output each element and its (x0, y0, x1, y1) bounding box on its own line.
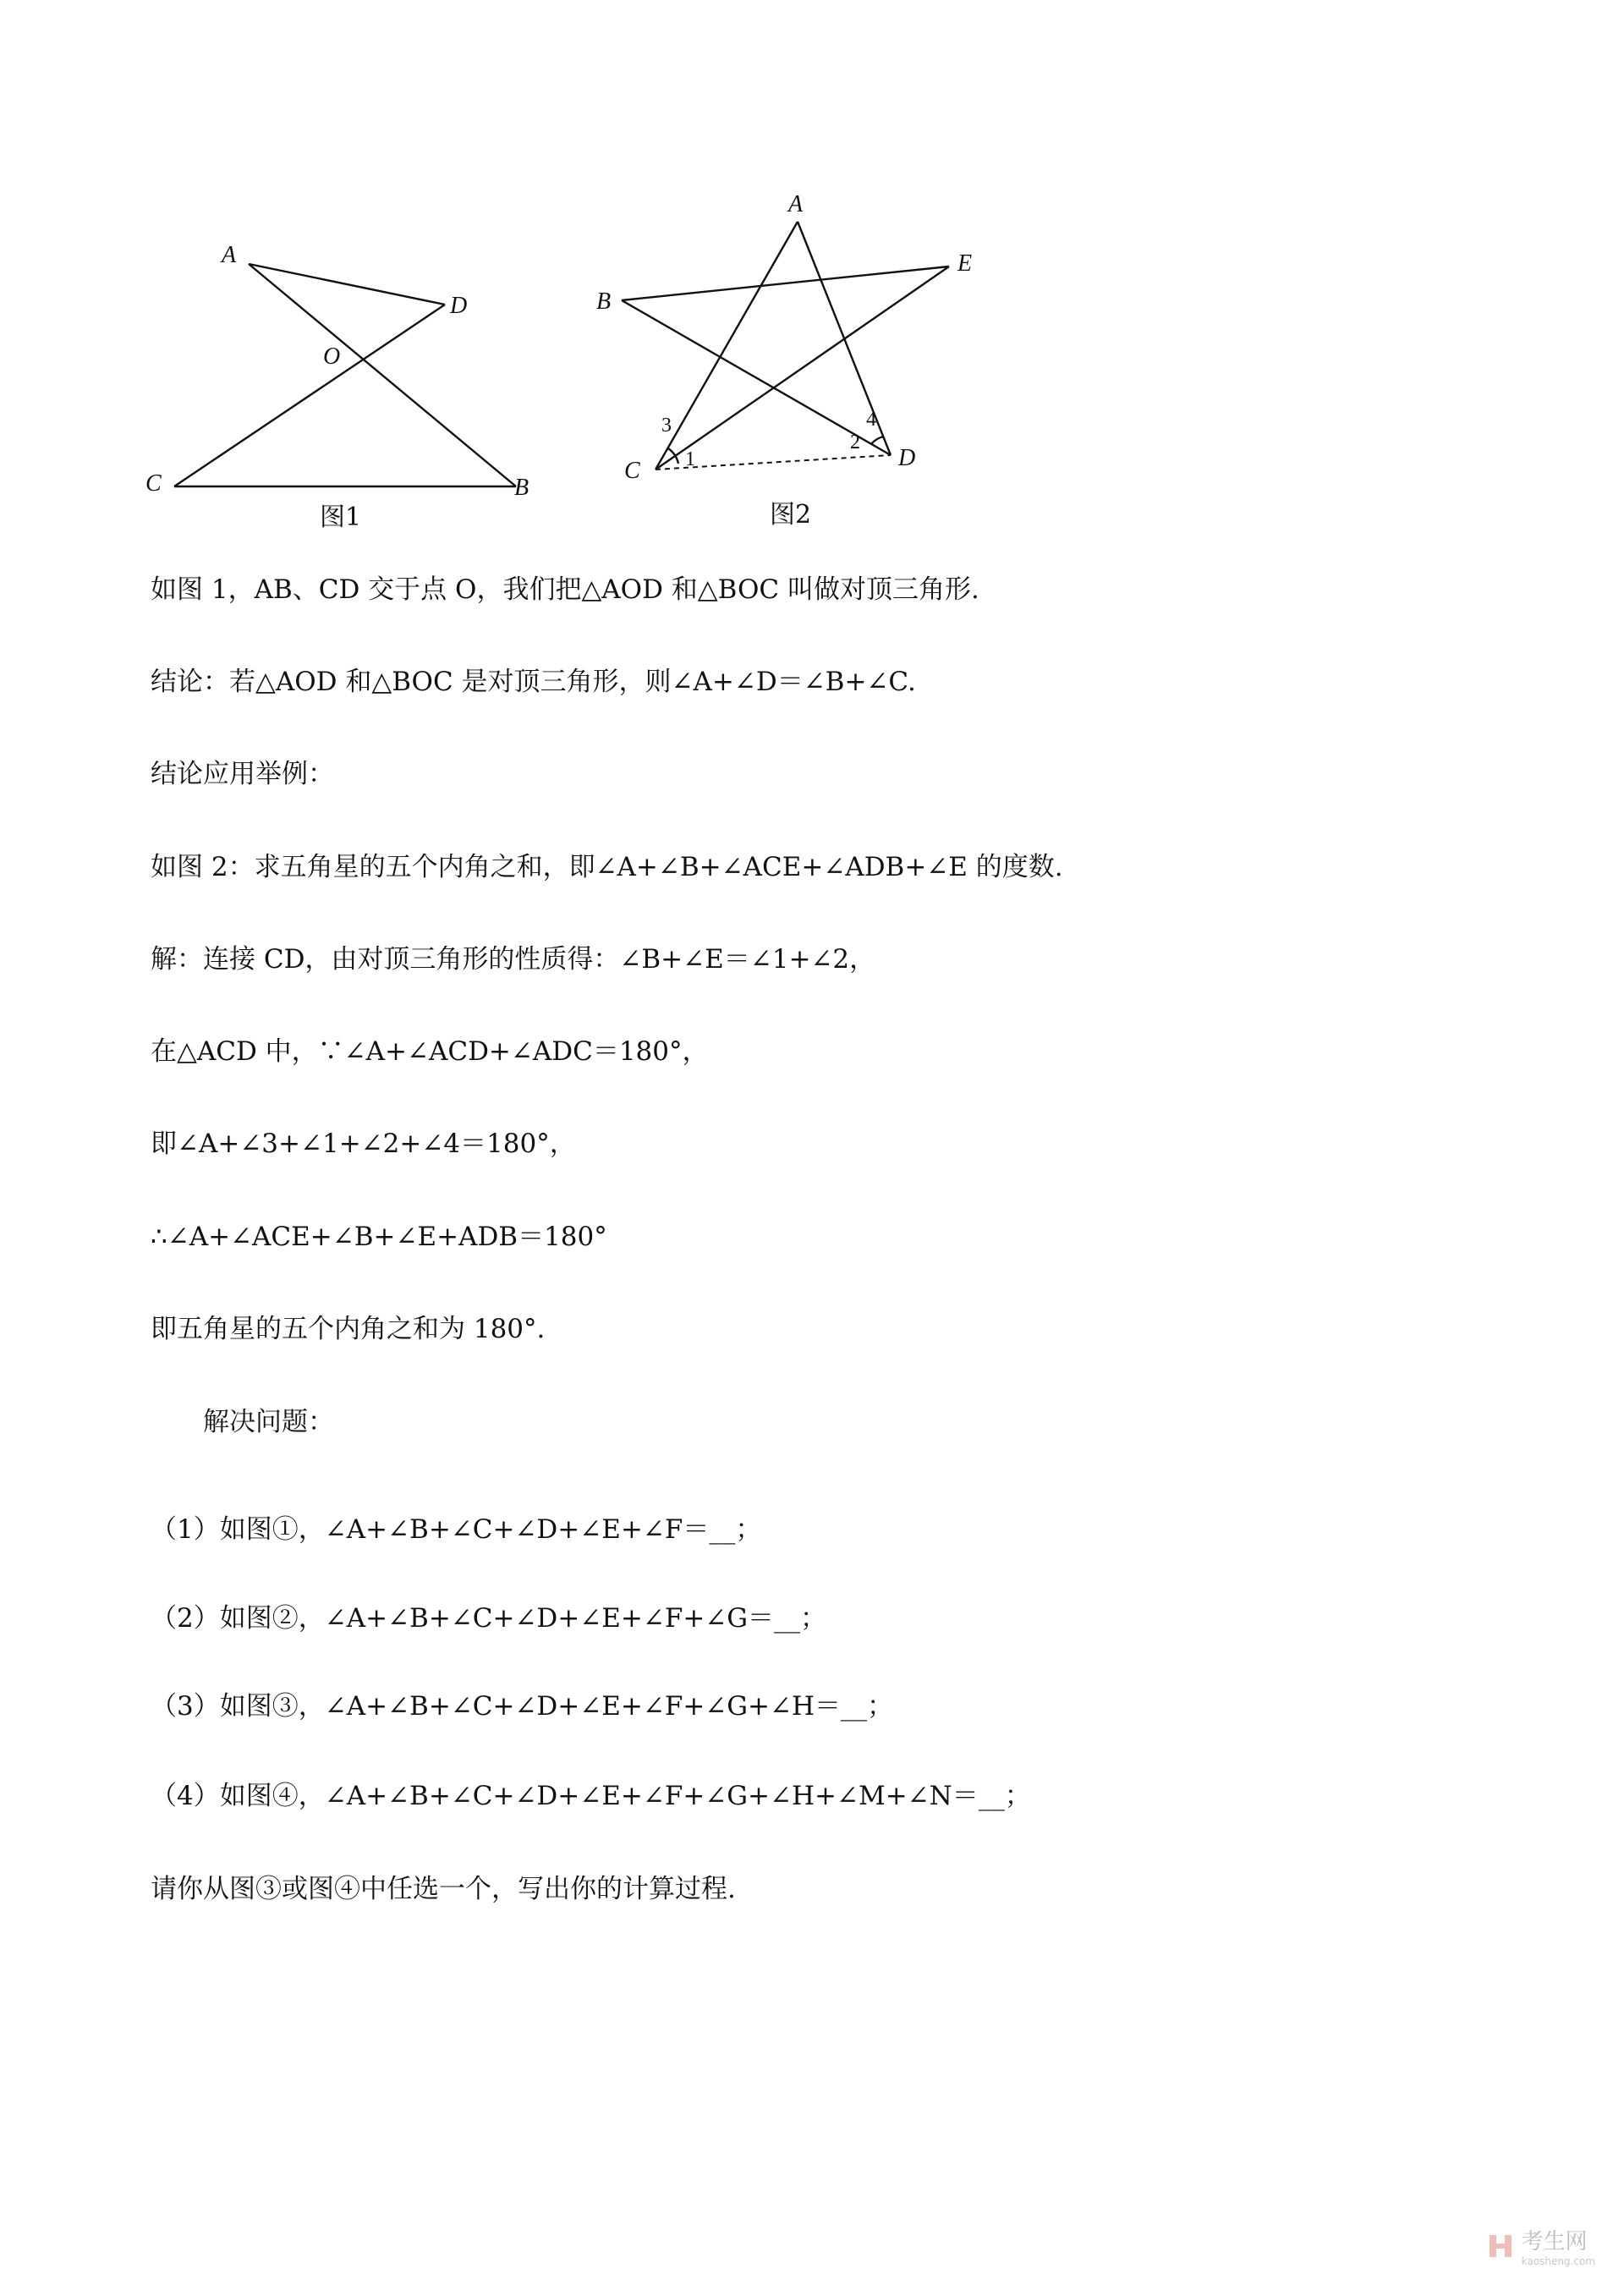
label-A: A (788, 191, 804, 217)
text-line-1: 如图 1，AB、CD 交于点 O，我们把△AOD 和△BOC 叫做对顶三角形. (151, 574, 979, 605)
label-O: O (323, 343, 341, 370)
question-2: （2）如图②，∠A+∠B+∠C+∠D+∠E+∠F+∠G＝__； (151, 1603, 827, 1634)
text-line-4: 如图 2：求五角星的五个内角之和，即∠A+∠B+∠ACE+∠ADB+∠E 的度数. (151, 852, 1063, 882)
label-D: D (450, 293, 468, 319)
angle-label-2: 2 (850, 431, 860, 453)
text-line-3: 结论应用举例： (151, 759, 334, 789)
label-A: A (222, 242, 237, 268)
figure-1-diagram (135, 228, 558, 533)
label-C: C (145, 470, 162, 497)
figure-2 (592, 186, 1015, 508)
watermark-sub: kaosheng.com (1521, 2255, 1595, 2267)
question-3: （3）如图③，∠A+∠B+∠C+∠D+∠E+∠F+∠G+∠H＝__； (151, 1691, 894, 1722)
label-C: C (624, 458, 640, 484)
label-D: D (898, 445, 916, 471)
text-line-2: 结论：若△AOD 和△BOC 是对顶三角形，则∠A+∠D＝∠B+∠C. (151, 667, 916, 697)
angle-label-1: 1 (685, 448, 695, 470)
question-1: （1）如图①，∠A+∠B+∠C+∠D+∠E+∠F＝__； (151, 1514, 762, 1545)
angle-label-4: 4 (866, 409, 876, 431)
figure-1 (135, 228, 558, 533)
text-line-7: 即∠A+∠3+∠1+∠2+∠4＝180°， (151, 1129, 576, 1159)
question-4: （4）如图④，∠A+∠B+∠C+∠D+∠E+∠F+∠G+∠H+∠M+∠N＝__； (151, 1781, 1031, 1811)
label-B: B (514, 475, 529, 501)
text-line-8: ∴∠A+∠ACE+∠B+∠E+ADB＝180° (151, 1222, 607, 1252)
text-line-final: 请你从图③或图④中任选一个，写出你的计算过程. (151, 1874, 736, 1904)
figure-2-diagram (592, 186, 1015, 508)
angle-label-3: 3 (661, 415, 672, 437)
text-line-10: 解决问题： (203, 1407, 334, 1437)
text-line-5: 解：连接 CD，由对顶三角形的性质得：∠B+∠E＝∠1+∠2， (151, 944, 876, 975)
logo-icon (1488, 2233, 1513, 2259)
watermark-name: 考生网 (1521, 2229, 1588, 2255)
label-E: E (957, 250, 973, 277)
figure-1-caption: 图1 (320, 503, 362, 532)
label-B: B (596, 288, 612, 315)
text-line-9: 即五角星的五个内角之和为 180°. (151, 1314, 546, 1344)
watermark-logo (1488, 2224, 1595, 2267)
figure-2-caption: 图2 (770, 500, 812, 530)
text-line-6: 在△ACD 中，∵∠A+∠ACD+∠ADC＝180°， (151, 1036, 709, 1067)
